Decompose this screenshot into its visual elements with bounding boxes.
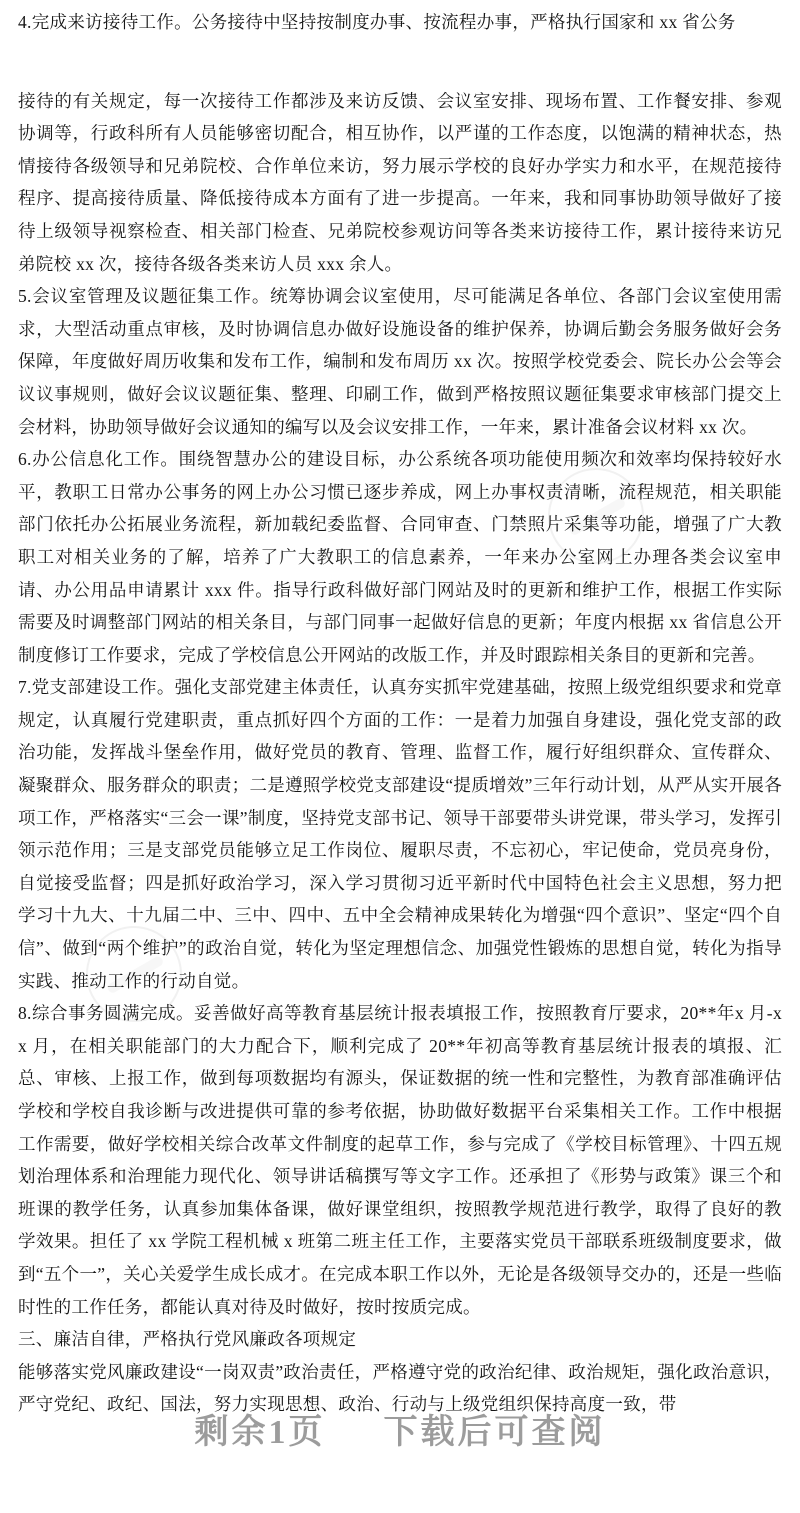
paragraph-discipline: 能够落实党风廉政建设“一岗双责”政治责任，严格遵守党的政治纪律、政治规矩，强化政治意识，严守党纪、政纪、国法，努力实现思想、政治、行动与上级党组织保持高度一致，带 [18, 1361, 782, 1415]
page-break-gap [18, 39, 782, 85]
paragraph-5: 5.会议室管理及议题征集工作。统筹协调会议室使用，尽可能满足各单位、各部门会议室使用需求，大型活动重点审核，及时协调信息办做好设施设备的维护保养，协调后勤会务服务做好会务保障，年度做好周历收集和发布工作，编制和发布周历 xx 次。按照学校党委会、院长办公会等会议议事规则，做好会议议题征集、整理、印刷工作，做到严格按照议题征集要求审核部门提交上会材料，协助领导做好会议通知的编写以及会议安排工作，一年来，累计准备会议材料 xx 次。 [18, 286, 782, 437]
paragraph-6: 6.办公信息化工作。围绕智慧办公的建设目标，办公系统各项功能使用频次和效率均保持较好水平，教职工日常办公事务的网上办公习惯已逐步养成，网上办事权责清晰，流程规范，相关职能部门依托办公拓展业务流程，新加载纪委监督、合同审查、门禁照片采集等功能，增强了广大教职工对相关业务的了解，培养了广大教职工的信息素养，一年来办公室网上办理各类会议室申请、办公用品申请累计 xxx 件。指导行政科做好部门网站及时的更新和维护工作，根据工作实际需要及时调整部门网站的相关条目，与部门同事一起做好信息的更新；年度内根据 xx 省信息公开制度修订工作要求，完成了学校信息公开网站的改版工作，并及时跟踪相关条目的更新和完善。 [18, 449, 782, 665]
paragraph-4-first-line: 4.完成来访接待工作。公务接待中坚持按制度办事、按流程办事，严格执行国家和 xx 省公务 [18, 12, 736, 32]
paragraph-7: 7.党支部建设工作。强化支部党建主体责任，认真夯实抓牢党建基础，按照上级党组织要求和党章规定，认真履行党建职责，重点抓好四个方面的工作：一是着力加强自身建设，强化党支部的政治功能，发挥战斗堡垒作用，做好党员的教育、管理、监督工作，履行好组织群众、宣传群众、凝聚群众、服务群众的职责；二是遵照学校党支部建设“提质增效”三年行动计划，从严从实开展各项工作，严格落实“三会一课”制度，坚持党支部书记、领导干部要带头讲党课，带头学习，发挥引领示范作用；三是支部党员能够立足工作岗位、履职尽责，不忘初心，牢记使命，党员亮身份，自觉接受监督；四是抓好政治学习，深入学习贯彻习近平新时代中国特色社会主义思想，努力把学习十九大、十九届二中、三中、四中、五中全会精神成果转化为增强“四个意识”、坚定“四个自信”、做到“两个维护”的政治自觉，转化为坚定理想信念、加强党性锻炼的思想自觉，转化为指导实践、推动工作的行动自觉。 [18, 677, 782, 991]
paragraph-8: 8.综合事务圆满完成。妥善做好高等教育基层统计报表填报工作，按照教育厅要求，20**年x 月-xx 月，在相关职能部门的大力配合下，顺利完成了 20**年初高等教育基层统计报表的填报、汇总、审核、上报工作，做到每项数据均有源头，保证数据的统一性和完整性，为教育部准确评估学校和学校自我诊断与改进提供可靠的参考依据，协助做好数据平台采集相关工作。工作中根据工作需要，做好学校相关综合改革文件制度的起草工作，参与完成了《学校目标管理》、十四五规划治理体系和治理能力现代化、领导讲话稿撰写等文字工作。还承担了《形势与政策》课三个和班课的教学任务，认真参加集体备课，做好课堂组织，按照教学规范进行教学，取得了良好的教学效果。担任了 xx 学院工程机械 x 班第二班主任工作，主要落实党员干部联系班级制度要求，做到“五个一”，关心关爱学生成长成才。在完成本职工作以外，无论是各级领导交办的，还是一些临时性的工作任务，都能认真对待及时做好，按时按质完成。 [18, 1003, 782, 1317]
paragraph-4-continued: 接待的有关规定，每一次接待工作都涉及来访反馈、会议室安排、现场布置、工作餐安排、参观协调等，行政科所有人员能够密切配合，相互协作，以严谨的工作态度，以饱满的精神状态，热情接待各级领导和兄弟院校、合作单位来访，努力展示学校的良好办学实力和水平，在规范接待程序、提高接待质量、降低接待成本方面有了进一步提高。一年来，我和同事协助领导做好了接待上级领导视察检查、相关部门检查、兄弟院校参观访问等各类来访接待工作，累计接待来访兄弟院校 xx 次，接待各级各类来访人员 xxx 余人。 [18, 90, 782, 274]
section-heading-discipline: 三、廉洁自律，严格执行党风廉政各项规定 [18, 1329, 357, 1350]
download-hint-label: 下载后可查阅 [383, 1414, 606, 1451]
download-hint-bar [0, 1404, 800, 1453]
document-content [18, 6, 782, 1421]
remaining-pages-label: 剩余1页 [194, 1414, 326, 1451]
